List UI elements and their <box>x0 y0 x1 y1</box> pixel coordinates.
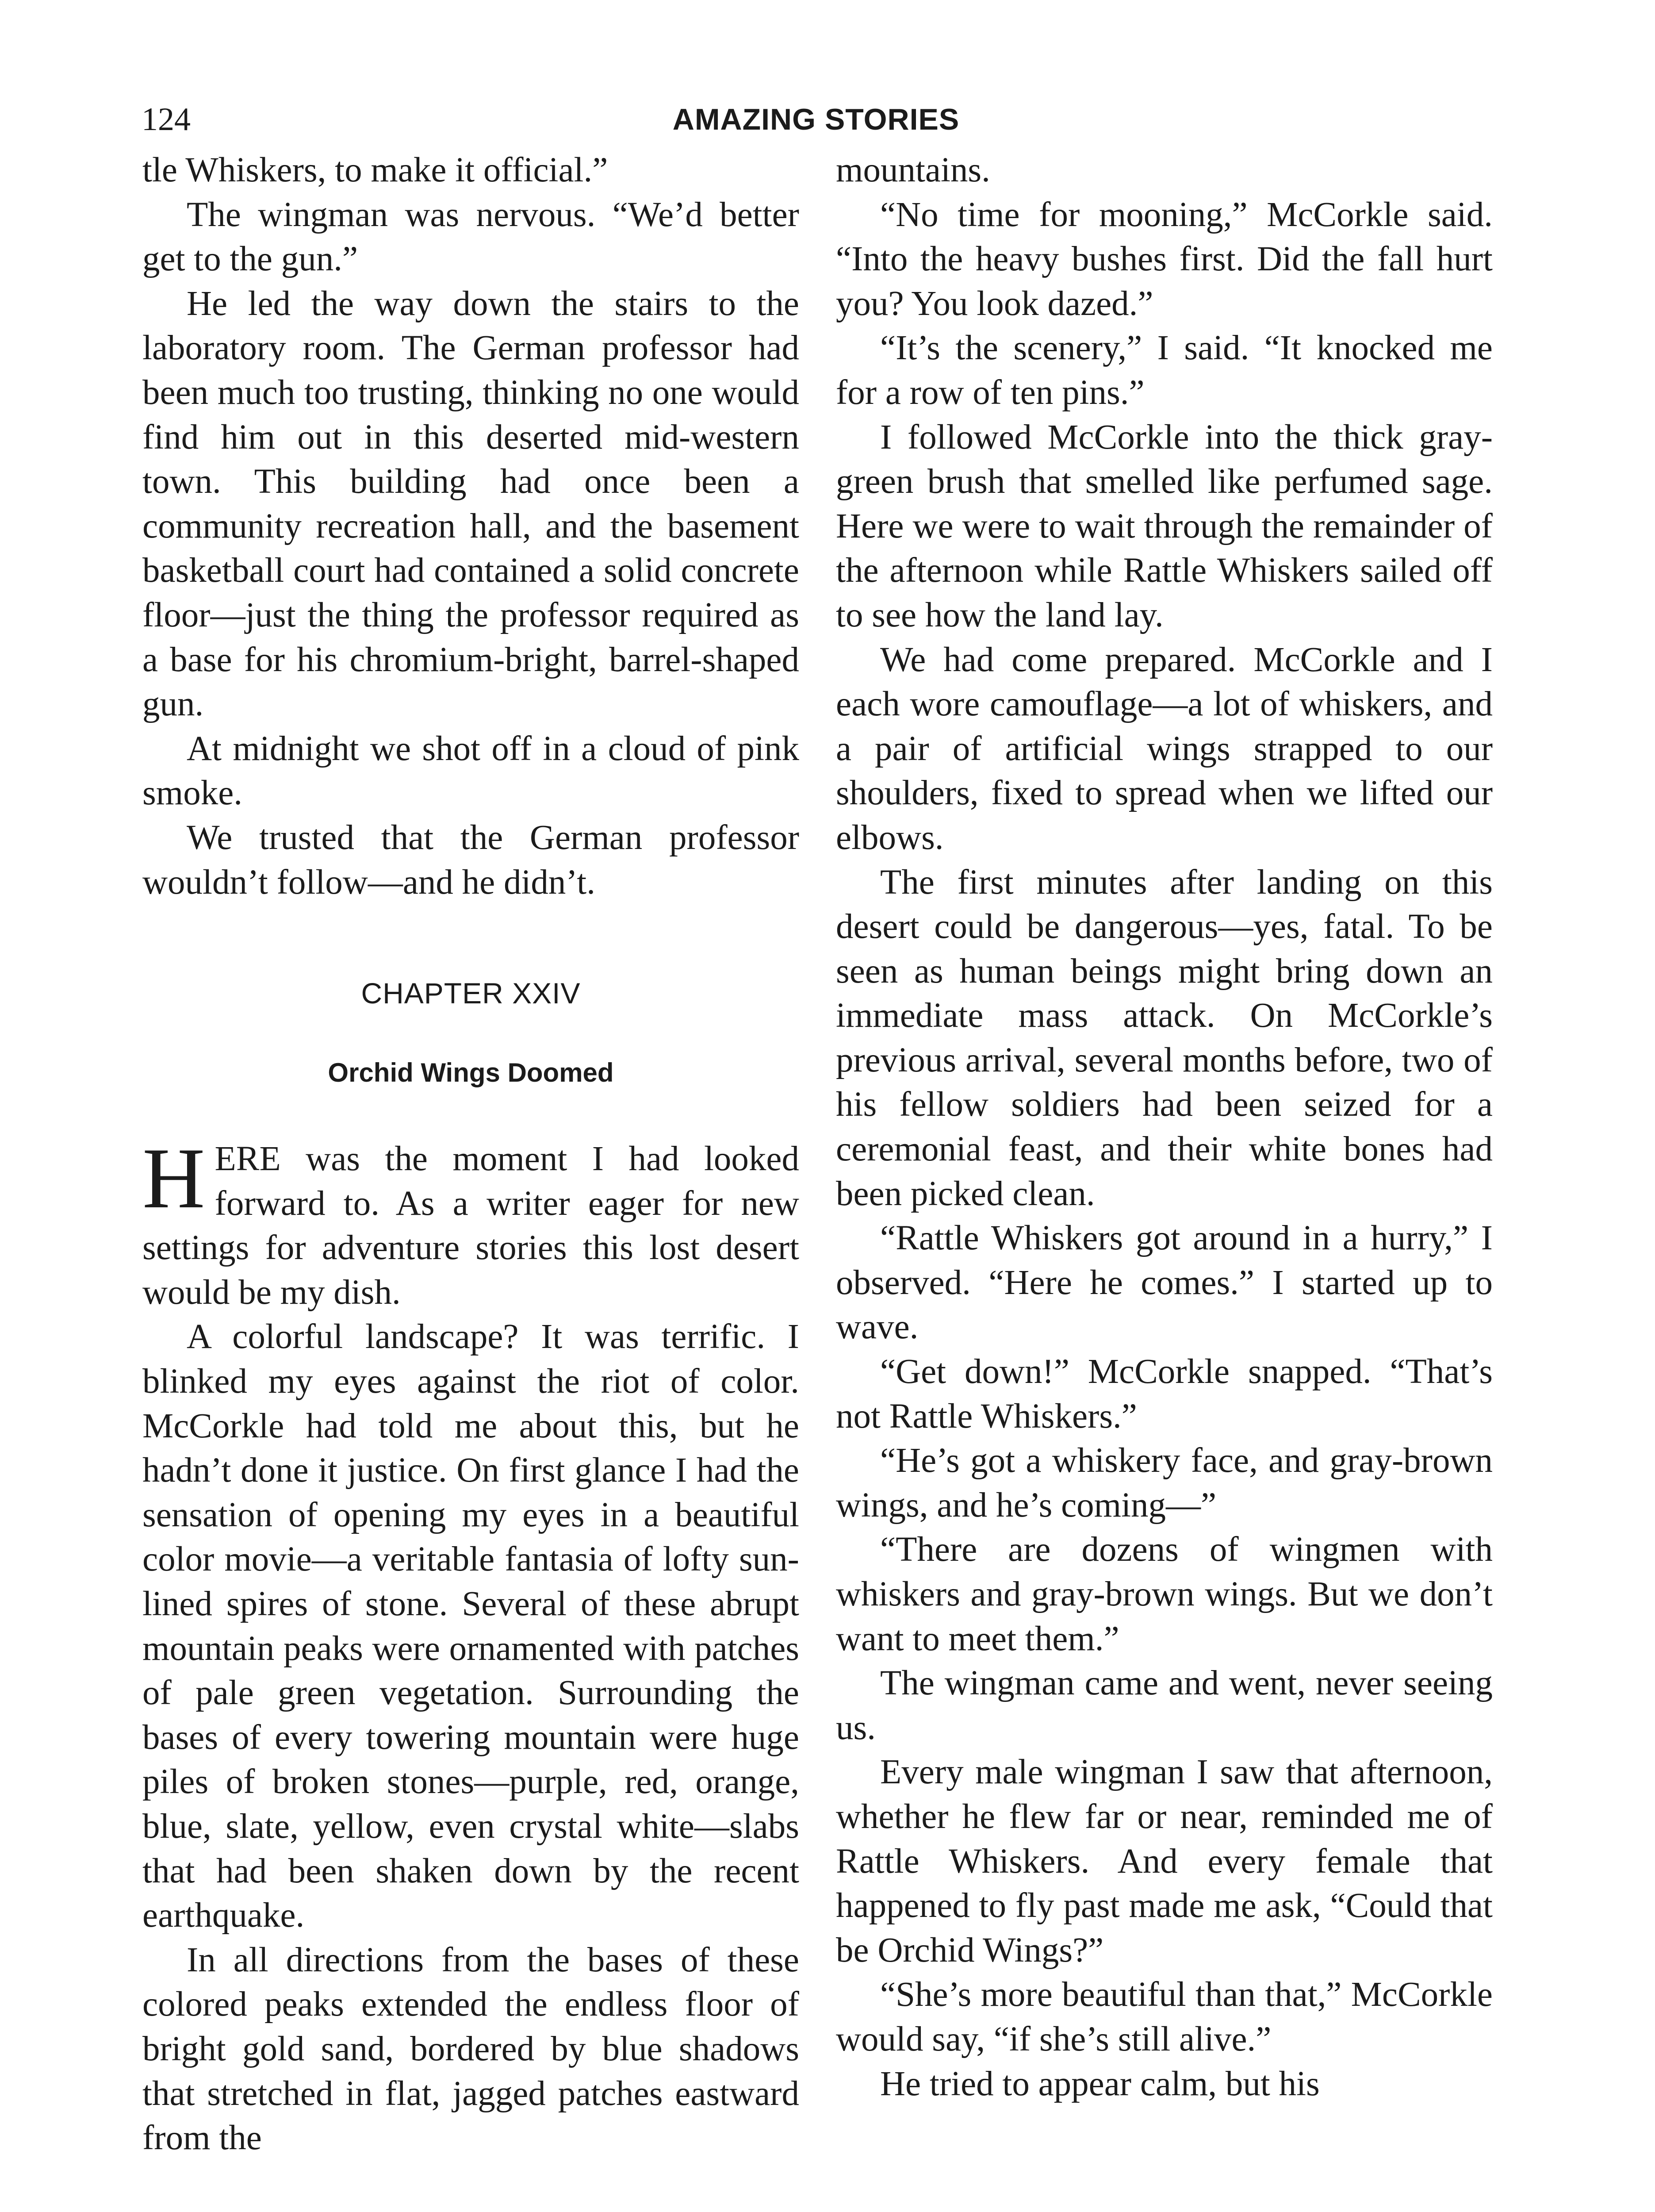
paragraph: tle Whiskers, to make it official.” <box>142 151 608 189</box>
paragraph: “No time for mooning,” McCorkle said. “Into the heavy bushes first. Did the fall hurt you? You look dazed.” <box>836 195 1493 323</box>
paragraph: We trusted that the German professor wouldn’t follow—and he didn’t. <box>142 818 799 902</box>
paragraph: The wingman came and went, never seeing us. <box>836 1664 1493 1747</box>
opening-text: ERE was the moment I had looked forward to. As a writer eager for new settings for adventure stories this lost desert would be my dish. <box>142 1140 799 1312</box>
paragraph: “Get down!” McCorkle snapped. “That’s not Rattle Whiskers.” <box>836 1352 1493 1436</box>
drop-cap: H <box>142 1130 205 1227</box>
chapter-heading: CHAPTER XXIV <box>361 977 581 1010</box>
paragraph: Every male wingman I saw that afternoon, whether he flew far or near, reminded me of Rattle Whiskers. And every female that happened to fly past made me ask, “Could that be Orchid Wings?” <box>836 1753 1493 1970</box>
paragraph: “She’s more beautiful than that,” McCorkle would say, “if she’s still alive.” <box>836 1975 1493 2058</box>
paragraph: He tried to appear calm, but his <box>880 2064 1320 2103</box>
chapter-title: Orchid Wings Doomed <box>328 1058 614 1088</box>
paragraph: “It’s the scenery,” I said. “It knocked me for a row of ten pins.” <box>836 329 1493 412</box>
paragraph: I followed McCorkle into the thick gray-green brush that smelled like perfumed sage. Here we were to wait through the remainder of the afternoon while Rattle Whiskers sailed off to see how the land lay. <box>836 418 1493 634</box>
paragraph: The wingman was nervous. “We’d better get to the gun.” <box>142 195 799 279</box>
paragraph: mountains. <box>836 151 990 189</box>
paragraph: He led the way down the stairs to the laboratory room. The German professor had been much too trusting, thinking no one would find him out in this deserted mid-western town. This building had once been a community recreation hall, and the basement basketball court had contained a solid concrete floor—just the thing the professor required as a base for his chromium-bright, barrel-shaped gun. <box>142 284 799 724</box>
paragraph: In all directions from the bases of these colored peaks extended the endless floor of bright gold sand, bordered by blue shadows that stretched in flat, jagged patches eastward from the <box>142 1940 799 2158</box>
paragraph: “He’s got a whiskery face, and gray-brown wings, and he’s coming—” <box>836 1441 1493 1525</box>
running-title: AMAZING STORIES <box>672 103 960 136</box>
paragraph: “There are dozens of wingmen with whiskers and gray-brown wings. But we don’t want to meet them.” <box>836 1530 1493 1658</box>
paragraph: A colorful landscape? It was terrific. I blinked my eyes against the riot of color. McCorkle had told me about this, but he hadn’t done it justice. On first glance I had the sensation of opening my eyes in a beautiful color movie—a veritable fantasia of lofty sun-lined spires of stone. Several of these abrupt mountain peaks were ornamented with patches of pale green vegetation. Surrounding the bases of every towering mountain were huge piles of broken stones—purple, red, orange, blue, slate, yellow, even crystal white—slabs that had been shaken down by the recent earthquake. <box>142 1317 799 1935</box>
paragraph: We had come prepared. McCorkle and I each wore camouflage—a lot of whiskers, and a pair of artificial wings strapped to our shoulders, fixed to spread when we lifted our elbows. <box>836 640 1493 857</box>
left-column <box>142 148 799 2161</box>
paragraph: At midnight we shot off in a cloud of pink smoke. <box>142 729 799 813</box>
page-header <box>142 95 1490 144</box>
paragraph: The first minutes after landing on this desert could be dangerous—yes, fatal. To be seen as human beings might bring down an immediate mass attack. On McCorkle’s previous arrival, several months before, two of his fellow soldiers had been seized for a ceremonial feast, and their white bones had been picked clean. <box>836 863 1493 1213</box>
opening-paragraph <box>142 1130 799 1315</box>
right-column <box>836 148 1493 2106</box>
paragraph: “Rattle Whiskers got around in a hurry,” I observed. “Here he comes.” I started up to wave. <box>836 1219 1493 1347</box>
page-number: 124 <box>142 101 191 138</box>
